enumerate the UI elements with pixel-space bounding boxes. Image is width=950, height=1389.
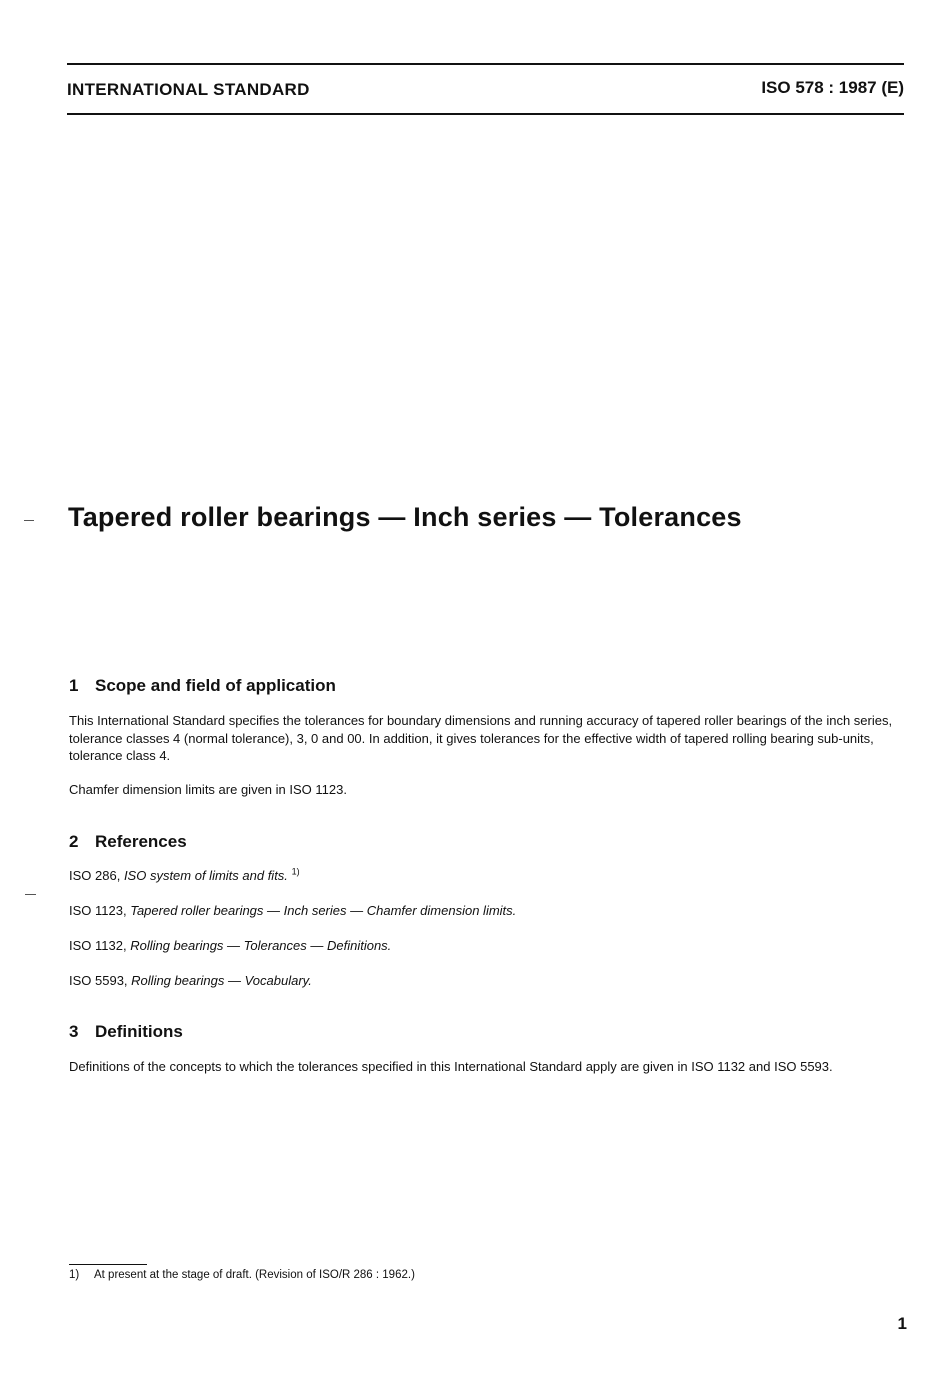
- reference-code: ISO 5593,: [69, 973, 128, 988]
- reference-title: Tapered roller bearings — Inch series — Chamfer dimension limits.: [130, 903, 517, 918]
- section-title: Scope and field of application: [95, 676, 336, 695]
- reference-code: ISO 286,: [69, 868, 121, 883]
- reference-item: [69, 867, 905, 885]
- reference-item: [69, 902, 905, 920]
- footnote-number: 1): [69, 1269, 80, 1281]
- reference-item: [69, 937, 905, 955]
- footnote: [69, 1269, 415, 1281]
- document-title: Tapered roller bearings — Inch series — Tolerances: [68, 502, 742, 532]
- header-standard-type: INTERNATIONAL STANDARD: [67, 80, 310, 99]
- reference-title: Rolling bearings — Vocabulary.: [131, 973, 312, 988]
- section-heading-definitions: [69, 1022, 183, 1042]
- footnote-reference: 1): [291, 866, 300, 877]
- section-number: 1: [69, 676, 79, 695]
- reference-title: ISO system of limits and fits.: [123, 868, 288, 883]
- footnote-text: At present at the stage of draft. (Revision of ISO/R 286 : 1962.): [94, 1269, 415, 1281]
- footnote-rule: [69, 1264, 147, 1265]
- margin-mark: [24, 520, 34, 521]
- reference-item: [69, 972, 905, 990]
- reference-code: ISO 1123,: [69, 903, 127, 918]
- margin-mark: [25, 894, 36, 895]
- section-heading-scope: [69, 676, 336, 696]
- section-number: 3: [69, 1022, 79, 1041]
- page-number: 1: [897, 1314, 907, 1333]
- header-top-rule: [67, 63, 904, 65]
- reference-code: ISO 1132,: [69, 938, 127, 953]
- reference-title: Rolling bearings — Tolerances — Definitions.: [130, 938, 392, 953]
- section-number: 2: [69, 832, 79, 851]
- header-bottom-rule: [67, 113, 904, 115]
- scope-chamfer-paragraph: Chamfer dimension limits are given in ISO 1123.: [69, 782, 347, 797]
- header-standard-number: ISO 578 : 1987 (E): [761, 78, 904, 97]
- definitions-paragraph: Definitions of the concepts to which the tolerances specified in this International Standard apply are given in ISO 1132 and ISO 5593.: [69, 1059, 833, 1074]
- scope-paragraph: This International Standard specifies the tolerances for boundary dimensions and running accuracy of tapered roller bearings of the inch series, tolerance classes 4 (normal tolerance), 3, 0 and 00. In addition, it gives tolerances for the effective width of tapered rolling bearing sub-units, tolerance class 4.: [69, 713, 893, 763]
- section-heading-references: [69, 832, 187, 852]
- section-title: References: [95, 832, 187, 851]
- section-title: Definitions: [95, 1022, 183, 1041]
